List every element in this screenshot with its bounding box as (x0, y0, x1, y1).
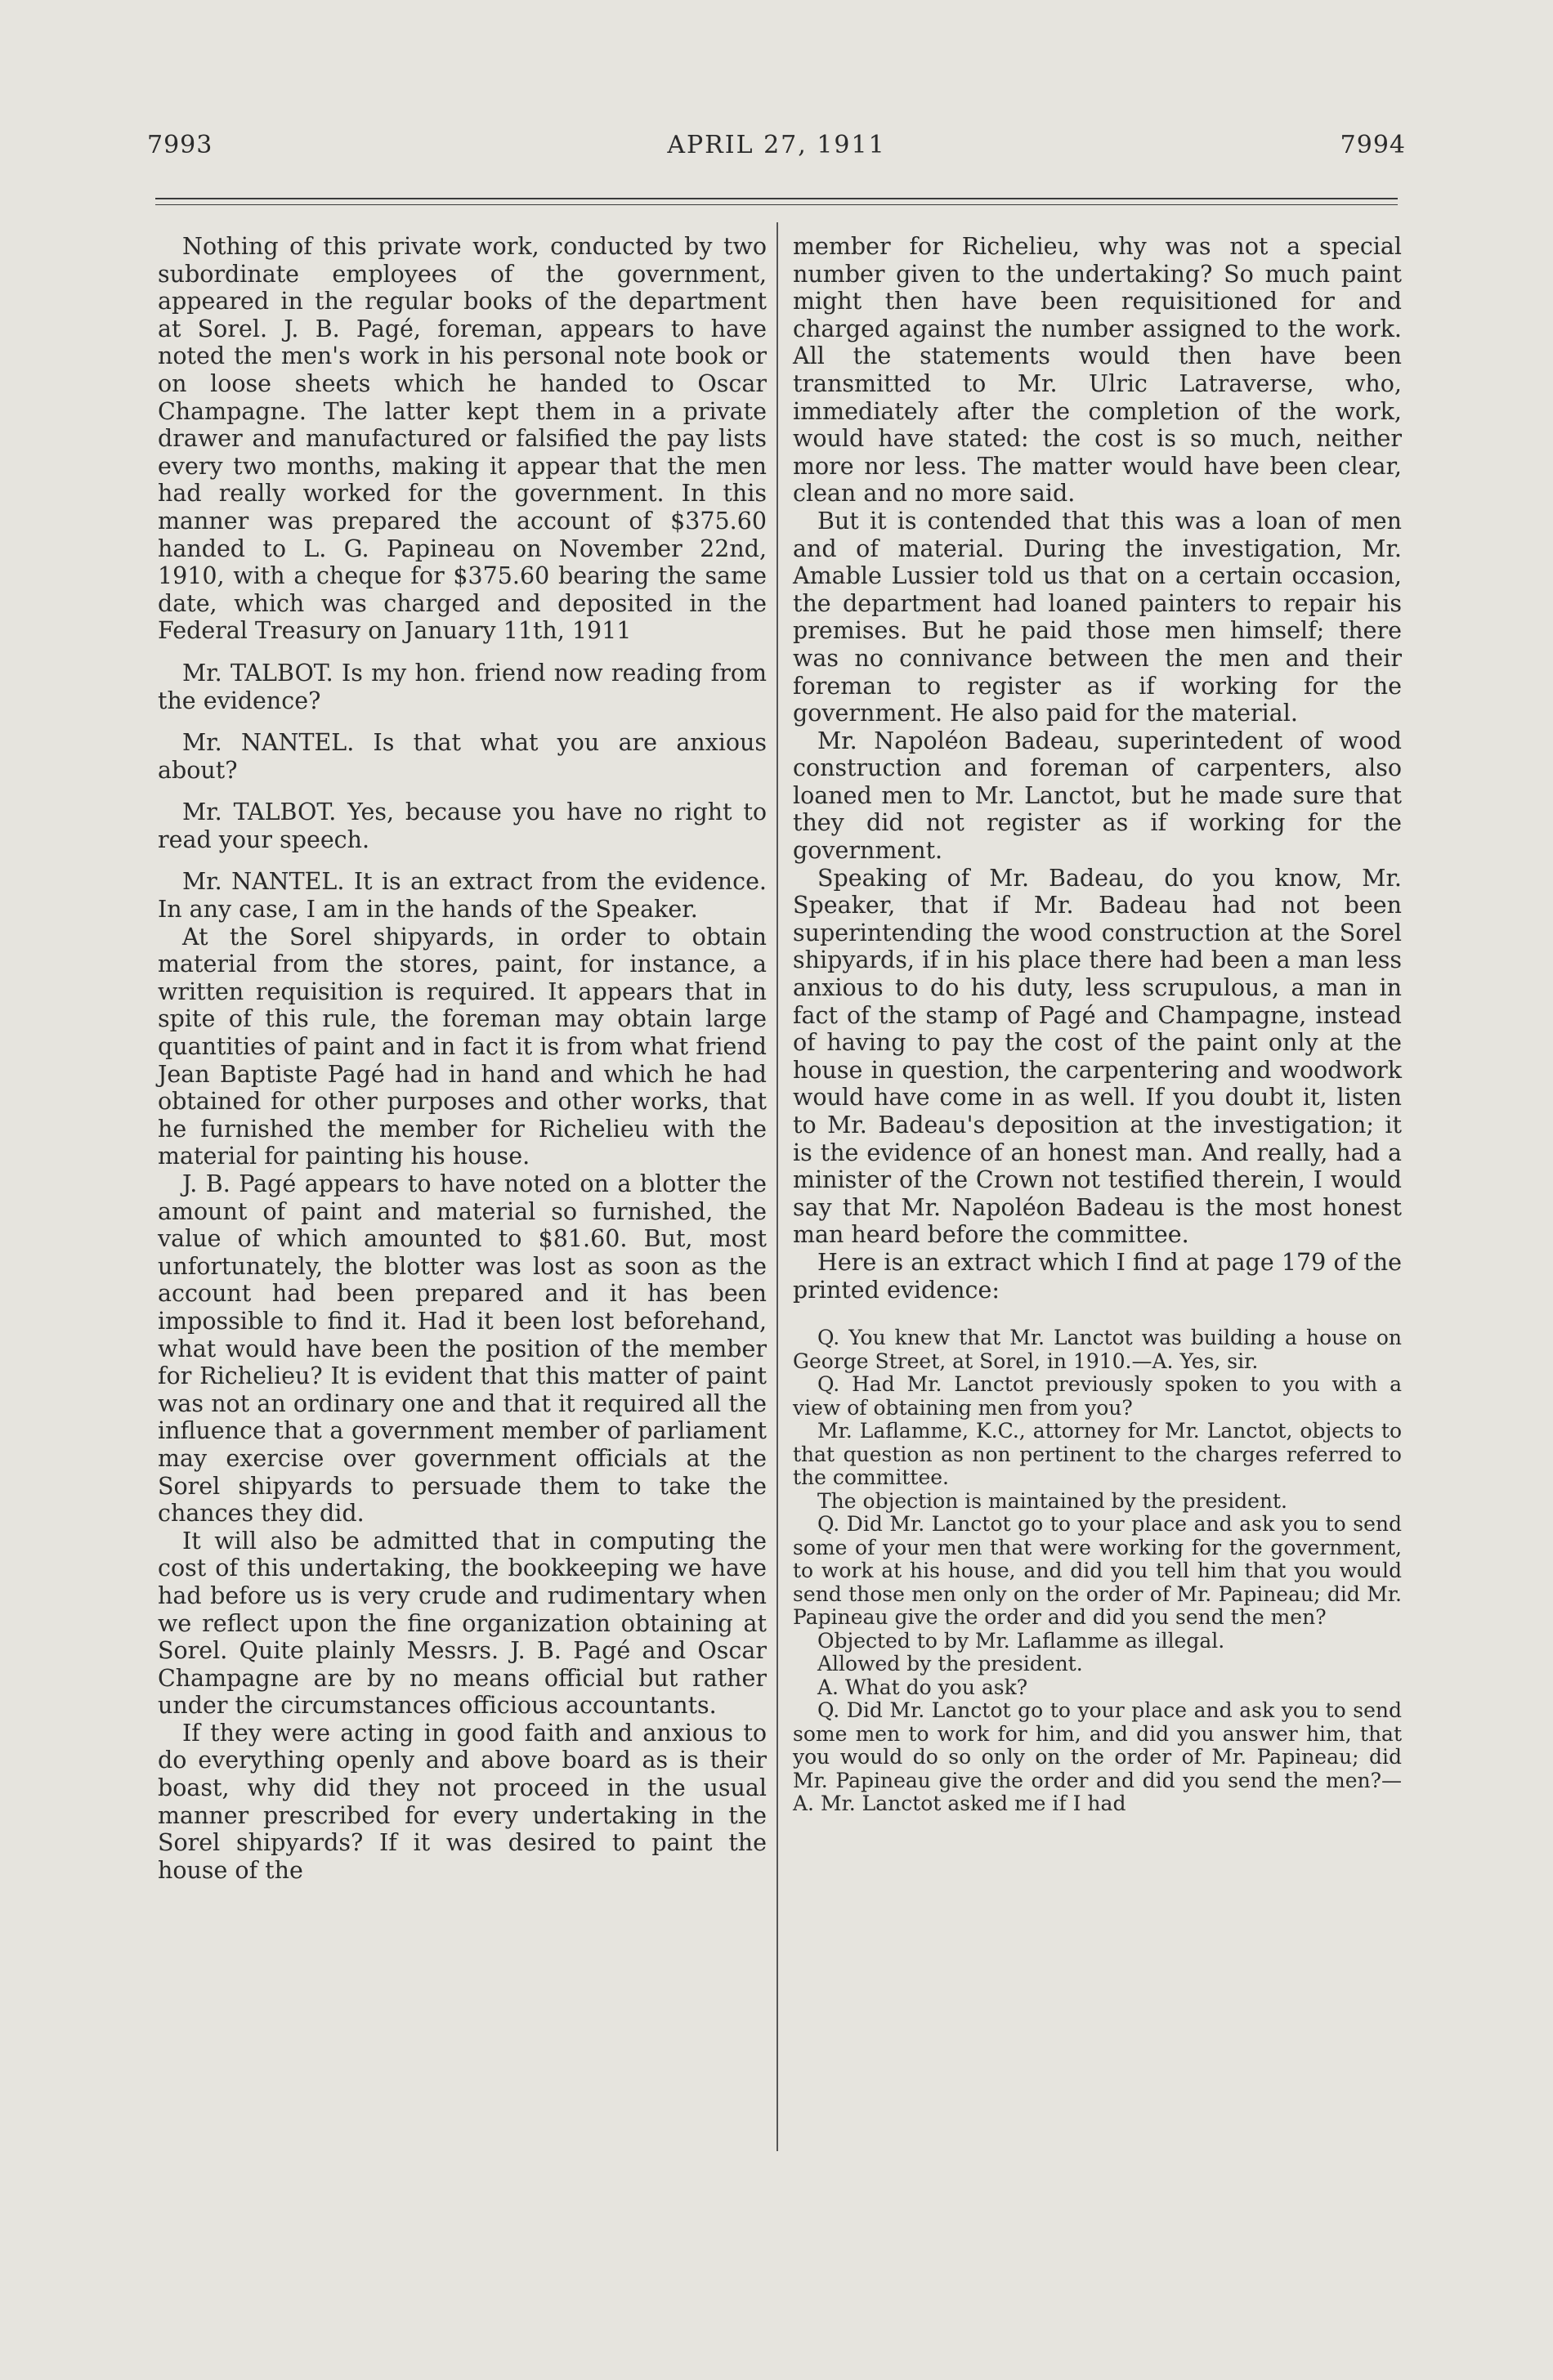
paragraph: It will also be admitted that in computing the cost of this undertaking, the bookkeeping we have had before us is very crude and rudimentary when we reflect upon the fine organization obtaining at Sorel. Quite plainly Messrs. J. B. Pagé and Oscar Champagne are by no means official but rather under the circumstances officious accountants. (158, 1527, 767, 1720)
paragraph: But it is contended that this was a loan of men and of material. During the investigation, Mr. Amable Lussier told us that on a certain occasion, the department had loaned painters to repair his premises. But he paid those men himself; there was no connivance between the men and their foreman to register as if working for the government. He also paid for the material. (793, 507, 1402, 727)
evidence-line: Q. Did Mr. Lanctot go to your place and ask you to send some men to work for him, and did you answer him, that you would do so only on the order of Mr. Papineau; did Mr. Papineau give the order and did you send the men?—A. Mr. Lanctot asked me if I had (793, 1698, 1402, 1816)
column-divider (776, 222, 778, 2151)
paragraph: Mr. NANTEL. Is that what you are anxious about? (158, 729, 767, 784)
page-date: APRIL 27, 1911 (667, 131, 886, 159)
evidence-line: Q. Did Mr. Lanctot go to your place and ask you to send some of your men that were working for the government, to work at his house, and did you tell him that you would send those men only on the order of Mr. Papineau; did Mr. Papineau give the order and did you send the men? (793, 1512, 1402, 1630)
evidence-line: Q. Had Mr. Lanctot previously spoken to you with a view of obtaining men from you? (793, 1372, 1402, 1420)
paragraph: Mr. TALBOT. Is my hon. friend now reading from the evidence? (158, 659, 767, 714)
page-number-left: 7993 (147, 131, 213, 159)
evidence-line: The objection is maintained by the president. (817, 1488, 1287, 1513)
right-column (793, 233, 1402, 1816)
left-column (158, 233, 767, 1884)
header-rule (155, 198, 1398, 199)
paragraph: Mr. NANTEL. It is an extract from the evidence. In any case, I am in the hands of the Speaker. (158, 868, 767, 924)
evidence-extract (793, 1326, 1402, 1816)
evidence-line: A. What do you ask? (817, 1675, 1028, 1699)
paragraph: Speaking of Mr. Badeau, do you know, Mr. Speaker, that if Mr. Badeau had not been superintending the wood construction at the Sorel shipyards, if in his place there had been a man less anxious to do his duty, less scrupulous, a man in fact of the stamp of Pagé and Champagne, instead of having to pay the cost of the paint only at the house in question, the carpentering and woodwork would have come in as well. If you doubt it, listen to Mr. Badeau's deposition at the investigation; it is the evidence of an honest man. And really, had a minister of the Crown not testified therein, I would say that Mr. Napoléon Badeau is the most honest man heard before the committee. (793, 864, 1402, 1249)
page-number-right: 7994 (1340, 131, 1406, 159)
evidence-line: Objected to by Mr. Laflamme as illegal. (817, 1628, 1225, 1653)
paragraph: Mr. TALBOT. Yes, because you have no right to read your speech. (158, 799, 767, 853)
evidence-line: Allowed by the president. (817, 1652, 1083, 1676)
header-rule-thin (155, 204, 1398, 205)
paragraph: If they were acting in good faith and anxious to do everything openly and above board as is their boast, why did they not proceed in the usual manner prescribed for every undertaking in the Sorel shipyards? If it was desired to paint the house of the (158, 1719, 767, 1884)
evidence-line: Mr. Laflamme, K.C., attorney for Mr. Lanctot, objects to that question as non pertinent to the charges referred to the committee. (793, 1419, 1402, 1490)
page-header (147, 131, 1406, 163)
paragraph: J. B. Pagé appears to have noted on a blotter the amount of paint and material so furnished, the value of which amounted to $81.60. But, most unfortunately, the blotter was lost as soon as the account had been prepared and it has been impossible to find it. Had it been lost beforehand, what would have been the position of the member for Richelieu? It is evident that this matter of paint was not an ordinary one and that it required all the influence that a government member of parliament may exercise over government officials at the Sorel shipyards to persuade them to take the chances they did. (158, 1170, 767, 1528)
paragraph: Nothing of this private work, conducted by two subordinate employees of the government, appeared in the regular books of the department at Sorel. J. B. Pagé, foreman, appears to have noted the men's work in his personal note book or on loose sheets which he handed to Oscar Champagne. The latter kept them in a private drawer and manufactured or falsified the pay lists every two months, making it appear that the men had really worked for the government. In this manner was prepared the account of $375.60 handed to L. G. Papineau on November 22nd, 1910, with a cheque for $375.60 bearing the same date, which was charged and deposited in the Federal Treasury on January 11th, 1911 (158, 233, 767, 645)
paragraph: member for Richelieu, why was not a special number given to the undertaking? So much paint might then have been requisitioned for and charged against the number assigned to the work. All the statements would then have been transmitted to Mr. Ulric Latraverse, who, immediately after the completion of the work, would have stated: the cost is so much, neither more nor less. The matter would have been clear, clean and no more said. (793, 233, 1402, 508)
paragraph: Mr. Napoléon Badeau, superintedent of wood construction and foreman of carpenters, also loaned men to Mr. Lanctot, but he made sure that they did not register as if working for the government. (793, 727, 1402, 865)
evidence-line: Q. You knew that Mr. Lanctot was building a house on George Street, at Sorel, in 1910.—A. Yes, sir. (793, 1326, 1402, 1373)
paragraph: Here is an extract which I find at page 179 of the printed evidence: (793, 1248, 1402, 1304)
paragraph: At the Sorel shipyards, in order to obtain material from the stores, paint, for instance, a written requisition is required. It appears that in spite of this rule, the foreman may obtain large quantities of paint and in fact it is from what friend Jean Baptiste Pagé had in hand and which he had obtained for other purposes and other works, that he furnished the member for Richelieu with the material for painting his house. (158, 923, 767, 1170)
